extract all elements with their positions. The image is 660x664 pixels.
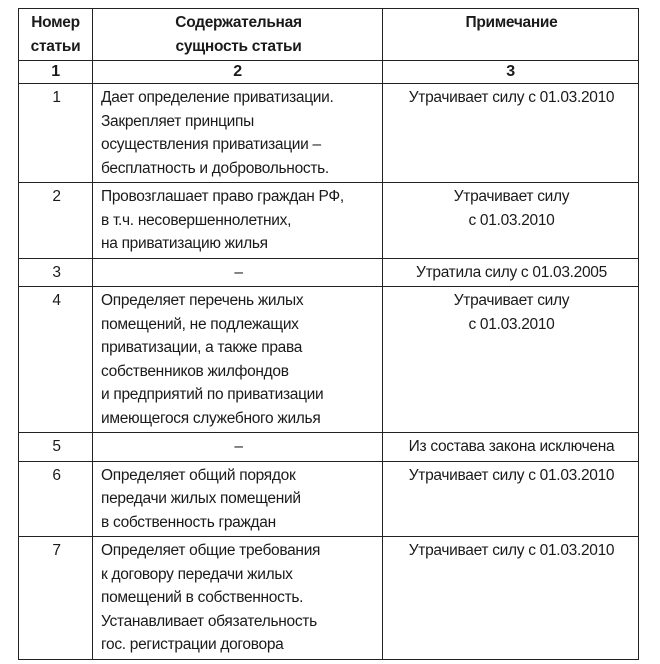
article-number: 3 [19,258,93,287]
article-note: Утрачивает силу с 01.03.2010 [383,461,639,537]
privatization-law-table [18,8,639,660]
table-row [19,433,639,462]
table-row [19,461,639,537]
article-number: 7 [19,537,93,660]
article-note: Утрачивает силу с 01.03.2010 [383,183,639,259]
article-note: Утрачивает силу с 01.03.2010 [383,84,639,183]
table-row [19,537,639,660]
article-description: Дает определение приватизации. Закрепляет принципы осуществления приватизации – бесплатность и добровольность. [93,84,383,183]
article-number: 4 [19,287,93,433]
header-article-number: Номер статьи [19,9,93,61]
column-number: 2 [93,61,383,84]
article-note: Утрачивает силу с 01.03.2010 [383,287,639,433]
column-number-row [19,61,639,84]
article-description: Определяет общие требования к договору передачи жилых помещений в собственность. Устанавливает обязательность гос. регистрации договора [93,537,383,660]
column-number: 3 [383,61,639,84]
table-row [19,258,639,287]
column-number: 1 [19,61,93,84]
article-description: Определяет общий порядок передачи жилых помещений в собственность граждан [93,461,383,537]
article-number: 1 [19,84,93,183]
header-row [19,9,639,61]
article-note: Утратила силу с 01.03.2005 [383,258,639,287]
article-note: Из состава закона исключена [383,433,639,462]
article-description: – [93,258,383,287]
article-number: 2 [19,183,93,259]
table-row [19,287,639,433]
article-description: Провозглашает право граждан РФ, в т.ч. несовершеннолетних, на приватизацию жилья [93,183,383,259]
article-description: – [93,433,383,462]
article-number: 5 [19,433,93,462]
article-note: Утрачивает силу с 01.03.2010 [383,537,639,660]
article-description: Определяет перечень жилых помещений, не подлежащих приватизации, а также права собственников жилфондов и предприятий по приватизации имеющегося служебного жилья [93,287,383,433]
table-row [19,84,639,183]
header-note: Примечание [383,9,639,61]
table-row [19,183,639,259]
header-description: Содержательная сущность статьи [93,9,383,61]
article-number: 6 [19,461,93,537]
